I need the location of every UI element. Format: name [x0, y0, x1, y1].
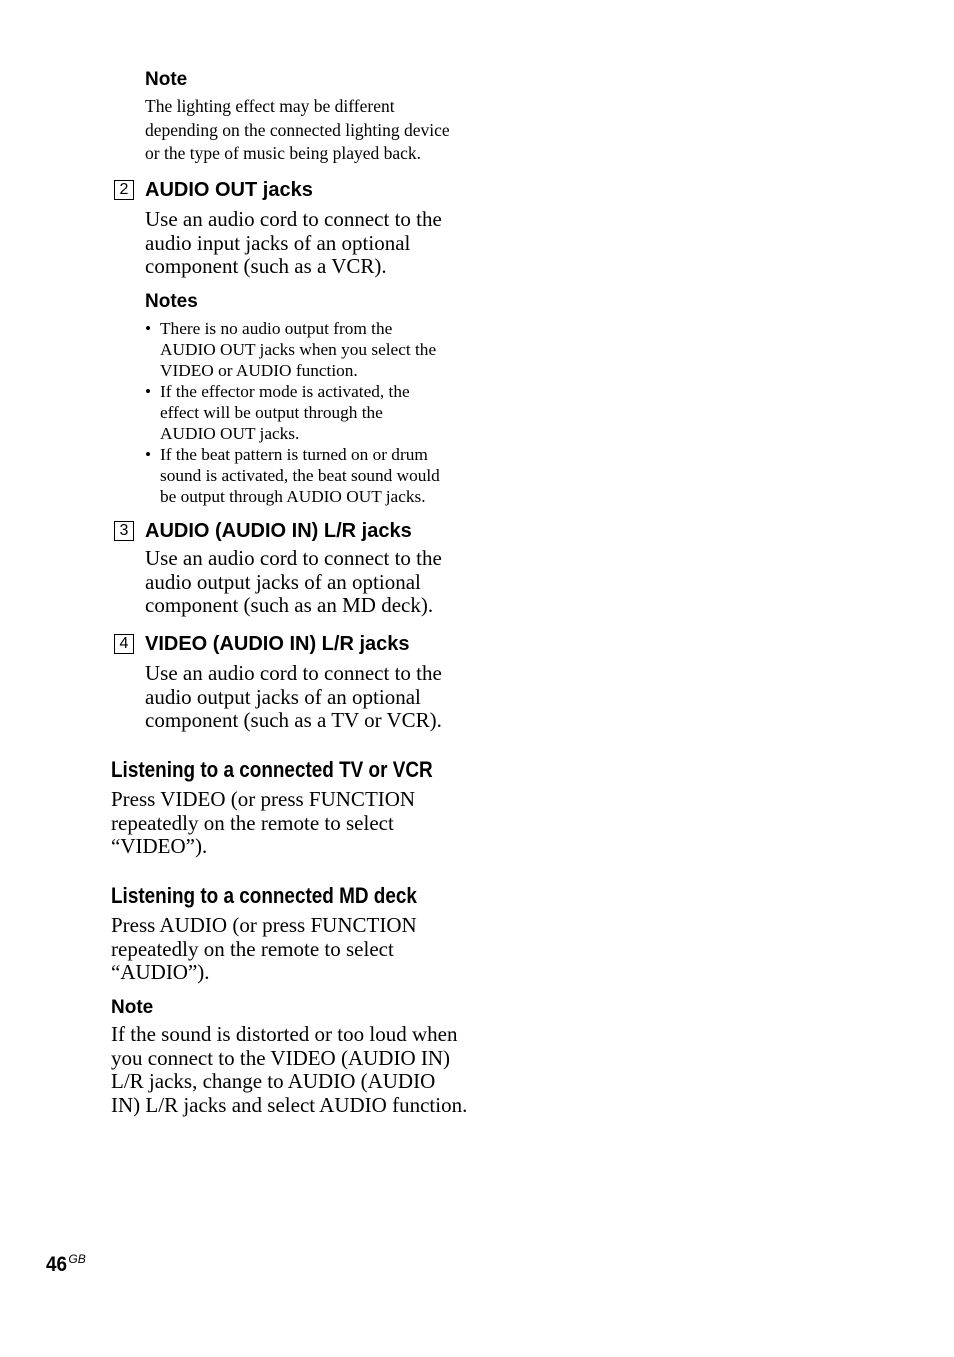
item-body-audio-out: Use an audio cord to connect to the audio input jacks of an optional component (such as a VCR). [145, 207, 442, 278]
page-number [46, 1253, 86, 1277]
notes-bullet: • If the beat pattern is turned on or drum sound is activated, the beat sound would be output through AUDIO OUT jacks. [145, 444, 485, 507]
section-heading-md-deck: Listening to a connected MD deck [111, 883, 417, 908]
section-heading-tv-vcr: Listening to a connected TV or VCR [111, 757, 433, 782]
item-number-2: 2 [114, 180, 134, 200]
final-note-heading: Note [111, 997, 154, 1018]
notes-bullet: • There is no audio output from the AUDIO OUT jacks when you select the VIDEO or AUDIO function. [145, 318, 485, 381]
item-body-audio-in: Use an audio cord to connect to the audio output jacks of an optional component (such as an MD deck). [145, 546, 442, 617]
final-note-body: If the sound is distorted or too loud when you connect to the VIDEO (AUDIO IN) L/R jacks, change to AUDIO (AUDIO IN) L/R jacks and select AUDIO function. [111, 1022, 468, 1117]
section-body-md-deck: Press AUDIO (or press FUNCTION repeatedly on the remote to select “AUDIO”). [111, 913, 417, 984]
item-number-4: 4 [114, 634, 134, 654]
page-number-value: 46 [46, 1253, 68, 1276]
note-body: The lighting effect may be different depending on the connected lighting device or the type of music being played back. [145, 96, 450, 163]
item-heading-video-in: VIDEO (AUDIO IN) L/R jacks [145, 633, 410, 655]
page-number-suffix: GB [68, 1252, 86, 1266]
note-heading: Note [145, 69, 188, 90]
notes-list [145, 318, 485, 507]
item-heading-audio-out: AUDIO OUT jacks [145, 179, 313, 201]
notes-heading: Notes [145, 291, 198, 312]
section-body-tv-vcr: Press VIDEO (or press FUNCTION repeatedly on the remote to select “VIDEO”). [111, 787, 416, 858]
item-number-3: 3 [114, 521, 134, 541]
item-body-video-in: Use an audio cord to connect to the audio output jacks of an optional component (such as a TV or VCR). [145, 661, 442, 732]
notes-bullet: • If the effector mode is activated, the effect will be output through the AUDIO OUT jacks. [145, 381, 485, 444]
item-heading-audio-in: AUDIO (AUDIO IN) L/R jacks [145, 520, 412, 542]
